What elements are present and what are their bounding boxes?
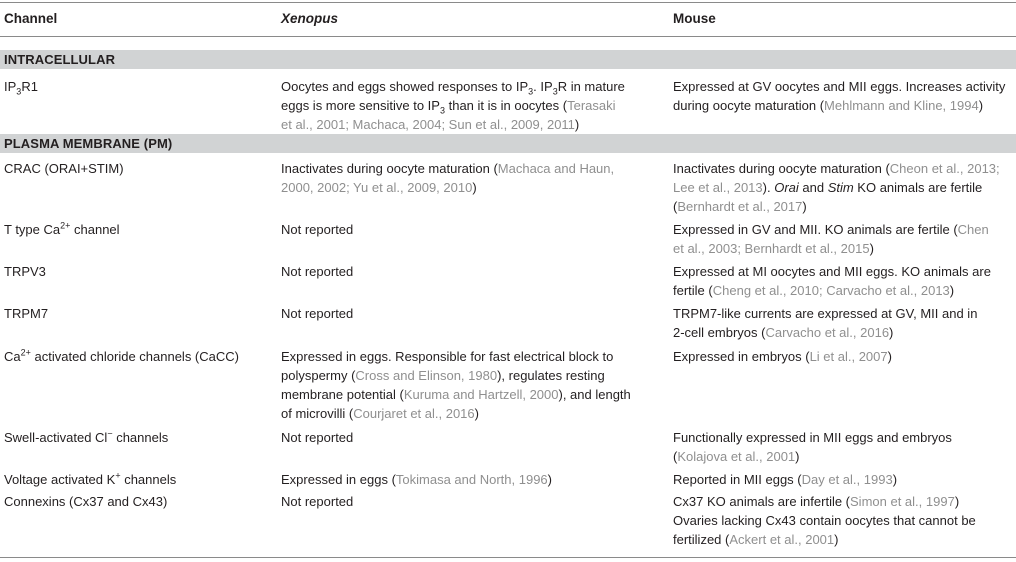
- text-line: 2000, 2002; Yu et al., 2009, 2010): [281, 180, 477, 195]
- table-bottom-rule: [0, 557, 1016, 558]
- text-line: of microvilli (Courjaret et al., 2016): [281, 406, 479, 421]
- text-line: eggs is more sensitive to $IP_3$ than it is in oocytes (Terasaki: [281, 98, 616, 116]
- citation: Cheon et al., 2013;: [889, 161, 1000, 176]
- section-plasma-membrane: [0, 134, 1016, 153]
- text-line: Cx37 KO animals are infertile (Simon et al., 1997): [673, 494, 960, 509]
- citation: Lee et al., 2013: [673, 180, 763, 195]
- text-line: 2-cell embryos (Carvacho et al., 2016): [673, 325, 894, 340]
- mouse-swell-activated: [673, 428, 952, 466]
- text-line: (Bernhardt et al., 2017): [673, 199, 807, 214]
- citation: Terasaki: [567, 98, 616, 113]
- header-mouse: Mouse: [673, 11, 716, 26]
- text-line: Expressed in embryos (Li et al., 2007): [673, 349, 892, 364]
- text-line: Expressed at GV oocytes and MII eggs. Increases activity: [673, 79, 1006, 94]
- channel-trpm7: TRPM7: [4, 306, 49, 321]
- citation: Kolajova et al., 2001: [677, 449, 796, 464]
- mouse-crac: [673, 159, 1000, 216]
- citation: Tokimasa and North, 1996: [395, 472, 548, 487]
- text-line: Expressed in GV and MII. KO animals are fertile (Chen: [673, 222, 989, 237]
- mouse-ip3r1: [673, 77, 1005, 115]
- mouse-trpv3: [673, 262, 991, 300]
- xenopus-swell-activated: Not reported: [281, 430, 354, 445]
- text-line: Expressed in eggs. Responsible for fast electrical block to: [281, 349, 614, 364]
- citation: Day et al., 1993: [801, 472, 893, 487]
- channel-connexins: Connexins (Cx37 and Cx43): [4, 494, 168, 509]
- text-line: Reported in MII eggs (Day et al., 1993): [673, 472, 898, 487]
- text-line: fertile (Cheng et al., 2010; Carvacho et al., 2013): [673, 283, 955, 298]
- citation: Cheng et al., 2010; Carvacho et al., 2013: [712, 283, 950, 298]
- table-top-rule: [0, 2, 1016, 3]
- section-intracellular: [0, 50, 1016, 69]
- citation: Ackert et al., 2001: [729, 532, 835, 547]
- xenopus-voltage-activated: [281, 470, 552, 489]
- channel-trpv3: TRPV3: [4, 264, 46, 279]
- citation: Cross and Elinson, 1980: [355, 368, 498, 383]
- text-line: during oocyte maturation (Mehlmann and Kline, 1994): [673, 98, 984, 113]
- citation: Chen: [957, 222, 989, 237]
- header-channel: Channel: [4, 11, 58, 26]
- xenopus-cacc: [281, 347, 631, 423]
- citation: Mehlmann and Kline, 1994: [824, 98, 979, 113]
- text-line: polyspermy (Cross and Elinson, 1980), regulates resting: [281, 368, 605, 383]
- citation: Carvacho et al., 2016: [765, 325, 890, 340]
- section-title: PLASMA MEMBRANE (PM): [4, 136, 173, 151]
- mouse-trpm7: [673, 304, 977, 342]
- text-line: Inactivates during oocyte maturation (Cheon et al., 2013;: [673, 161, 1000, 176]
- text-line: Expressed at MI oocytes and MII eggs. KO animals are: [673, 264, 991, 279]
- citation: Machaca and Haun,: [497, 161, 615, 176]
- channel-t-type: T type $Ca^{2+}$ channel: [4, 220, 120, 237]
- text-line: et al., 2001; Machaca, 2004; Sun et al., 2009, 2011): [281, 117, 580, 132]
- channel-voltage-activated: Voltage activated K+ channels: [4, 470, 177, 487]
- channel-ip3r1: $IP_3R1$: [4, 79, 38, 97]
- section-title: INTRACELLULAR: [4, 52, 116, 67]
- text-line: et al., 2003; Bernhardt et al., 2015): [673, 241, 874, 256]
- header-xenopus: Xenopus: [281, 11, 339, 26]
- xenopus-crac: [281, 159, 614, 197]
- text-line: TRPM7-like currents are expressed at GV, MII and in: [673, 306, 978, 321]
- channel-cacc: $Ca^{2+}$ activated chloride channels (CaCC): [4, 347, 239, 364]
- channel-crac: CRAC (ORAI+STIM): [4, 161, 124, 176]
- xenopus-ip3r1: [281, 77, 625, 134]
- text-line: membrane potential (Kuruma and Hartzell, 2000), and length: [281, 387, 631, 402]
- xenopus-trpm7: Not reported: [281, 306, 354, 321]
- citation: 2000, 2002; Yu et al., 2009, 2010: [281, 180, 473, 195]
- mouse-cacc: [673, 347, 892, 366]
- citation: Li et al., 2007: [809, 349, 888, 364]
- header-bottom-rule: [0, 36, 1016, 37]
- citation: Simon et al., 1997: [850, 494, 955, 509]
- text-line: Lee et al., 2013). Orai and Stim KO animals are fertile: [673, 180, 983, 195]
- citation: Kuruma and Hartzell, 2000: [403, 387, 559, 402]
- citation: et al., 2003; Bernhardt et al., 2015: [673, 241, 870, 256]
- xenopus-trpv3: Not reported: [281, 264, 354, 279]
- mouse-voltage-activated: [673, 470, 897, 489]
- mouse-connexins: [673, 492, 976, 549]
- text-line: Ovaries lacking Cx43 contain oocytes that cannot be: [673, 513, 976, 528]
- xenopus-t-type: Not reported: [281, 222, 354, 237]
- mouse-t-type: [673, 220, 989, 258]
- text-line: Functionally expressed in MII eggs and embryos: [673, 430, 952, 445]
- channel-swell-activated: Swell-activated Cl− channels: [4, 428, 169, 445]
- text-line: fertilized (Ackert et al., 2001): [673, 532, 839, 547]
- text-line: Oocytes and eggs showed responses to $IP_3$. $IP_3R$ in mature: [281, 79, 625, 97]
- text-line: (Kolajova et al., 2001): [673, 449, 800, 464]
- citation: Bernhardt et al., 2017: [677, 199, 803, 214]
- text-line: Inactivates during oocyte maturation (Machaca and Haun,: [281, 161, 615, 176]
- text-line: Expressed in eggs (Tokimasa and North, 1996): [281, 472, 553, 487]
- citation: et al., 2001; Machaca, 2004; Sun et al., 2009, 2011: [281, 117, 575, 132]
- citation: Courjaret et al., 2016: [353, 406, 475, 421]
- xenopus-connexins: Not reported: [281, 494, 354, 509]
